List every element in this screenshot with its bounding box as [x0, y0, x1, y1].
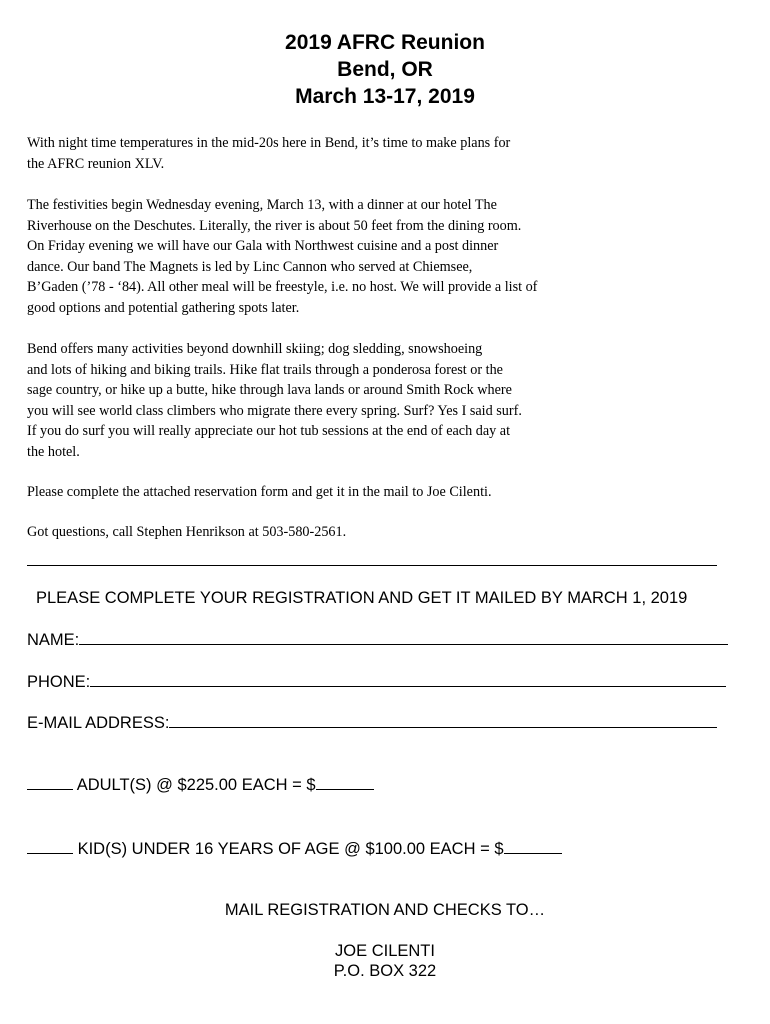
mail-address: P.O. BOX 322	[333, 962, 437, 980]
kid-total-blank[interactable]	[504, 839, 562, 854]
adult-quantity-blank[interactable]	[27, 775, 73, 790]
activities-paragraph	[27, 339, 627, 462]
adult-price-text: ADULT(S) @ $225.00 EACH = $	[76, 776, 316, 794]
document-title	[0, 29, 770, 110]
intro-paragraph	[27, 133, 627, 174]
name-label: NAME:	[27, 631, 80, 649]
phone-input-line[interactable]	[90, 672, 726, 687]
adult-count-row[interactable]	[27, 775, 374, 795]
adult-total-blank[interactable]	[316, 775, 374, 790]
phone-label: PHONE:	[27, 673, 91, 691]
paragraph-line: The festivities begin Wednesday evening, March 13, with a dinner at our hotel The	[27, 197, 497, 213]
paragraph-line: and lots of hiking and biking trails. Hike flat trails through a ponderosa forest or the	[27, 361, 503, 378]
reservation-note	[27, 482, 627, 503]
paragraph-line: good options and potential gathering spots later.	[27, 299, 300, 316]
title-location: Bend, OR	[337, 58, 433, 81]
email-label: E-MAIL ADDRESS:	[27, 714, 170, 732]
paragraph-line: sage country, or hike up a butte, hike through lava lands or around Smith Rock where	[27, 382, 512, 398]
paragraph-line: If you do surf you will really appreciate our hot tub sessions at the end of each day at	[27, 423, 511, 439]
mail-recipient: JOE CILENTI	[335, 942, 435, 960]
paragraph-line: you will see world class climbers who migrate there every spring. Surf? Yes I said surf.	[27, 402, 522, 419]
kid-price-text: KID(S) UNDER 16 YEARS OF AGE @ $100.00 EACH = $	[77, 840, 504, 858]
questions-note-text: Got questions, call Stephen Henrikson at 503-580-2561.	[27, 524, 347, 540]
section-divider	[27, 565, 717, 566]
kid-count-row[interactable]	[27, 839, 562, 859]
festivities-paragraph	[27, 195, 627, 318]
mail-heading: MAIL REGISTRATION AND CHECKS TO…	[224, 901, 546, 919]
paragraph-line: the AFRC reunion XLV.	[27, 155, 165, 172]
name-input-line[interactable]	[79, 630, 728, 645]
title-event: 2019 AFRC Reunion	[285, 31, 485, 54]
reservation-note-text: Please complete the attached reservation form and get it in the mail to Joe Cilenti.	[27, 484, 492, 500]
paragraph-line: Bend offers many activities beyond downhill skiing; dog sledding, snowshoeing	[27, 341, 483, 357]
questions-note	[27, 522, 627, 543]
paragraph-line: B’Gaden (’78 - ‘84). All other meal will be freestyle, i.e. no host. We will provide a list of	[27, 279, 538, 295]
paragraph-line: dance. Our band The Magnets is led by Linc Cannon who served at Chiemsee,	[27, 258, 473, 275]
paragraph-line: Riverhouse on the Deschutes. Literally, the river is about 50 feet from the dining room.	[27, 217, 522, 234]
paragraph-line: On Friday evening we will have our Gala with Northwest cuisine and a post dinner	[27, 238, 499, 254]
paragraph-line: the hotel.	[27, 443, 80, 460]
email-input-line[interactable]	[169, 713, 717, 728]
kid-quantity-blank[interactable]	[27, 839, 73, 854]
name-field[interactable]	[27, 630, 728, 650]
registration-deadline-heading: PLEASE COMPLETE YOUR REGISTRATION AND GET IT MAILED BY MARCH 1, 2019	[36, 589, 688, 607]
phone-field[interactable]	[27, 672, 726, 692]
paragraph-line: With night time temperatures in the mid-20s here in Bend, it’s time to make plans for	[27, 135, 511, 151]
title-dates: March 13-17, 2019	[295, 85, 475, 108]
email-field[interactable]	[27, 713, 717, 733]
